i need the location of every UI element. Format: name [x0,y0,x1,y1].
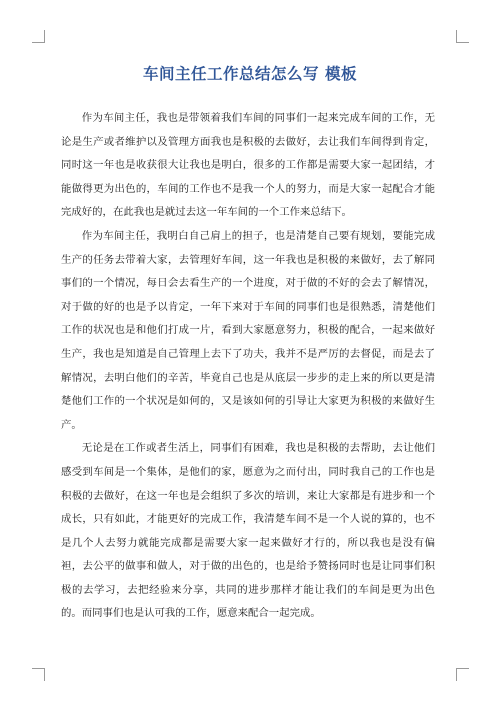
paragraph: 作为车间主任，我明白自己肩上的担子，也是清楚自己要有规划，要能完成生产的任务去带着大家，去管理好车间，这一年我也是积极的来做好，去了解同事们的一个情况，每日会去看生产的一个进度，对于做的不好的会去了解情况，对于做的好的也是予以肯定，一年下来对于车间的同事们也是很熟悉，清楚他们工作的状况也是和他们打成一片，看到大家愿意努力，积极的配合，一起来做好生产，我也是知道是自己管理上去下了功夫，我并不是严厉的去督促，而是去了解情况，去明白他们的辛苦，毕竟自己也是从底层一步步的走上来的所以更是清楚他们工作的一个状况是如何的，又是该如何的引导让大家更为积极的来做好生产。 [61,229,435,431]
document-body [61,107,435,626]
crop-mark-bottom-right [456,668,469,681]
crop-mark-top-right [456,30,469,43]
crop-mark-bottom-left [32,668,45,681]
crop-mark-top-left [32,30,45,43]
paragraph: 无论是在工作或者生活上，同事们有困难，我也是积极的去帮助，去让他们感受到车间是一个集体，是他们的家，愿意为之而付出，同时我自己的工作也是积极的去做好，在这一年也是会组织了多次的培训，来让大家都是有进步和一个成长，只有如此，才能更好的完成工作，我清楚车间不是一个人说的算的，也不是几个人去努力就能完成都是需要大家一起来做好才行的，所以我也是没有偏袒，去公平的做事和做人，对于做的出色的，也是给予赞扬同时也是让同事们积极的去学习，去把经验来分享，共同的进步那样才能让我们的车间是更为出色的。而同事们也是认可我的工作，愿意来配合一起完成。 [61,442,435,620]
document-title: 车间主任工作总结怎么写 模板 [143,65,357,83]
paragraph: 作为车间主任，我也是带领着我们车间的同事们一起来完成车间的工作，无论是生产或者维护以及管理方面我也是积极的去做好，去让我们车间得到肯定，同时这一年也是收获很大让我也是明白，很多的工作都是需要大家一起团结，才能做得更为出色的，车间的工作也不是我一个人的努力，而是大家一起配合才能完成好的，在此我也是就过去这一年车间的一个工作来总结下。 [61,112,435,219]
